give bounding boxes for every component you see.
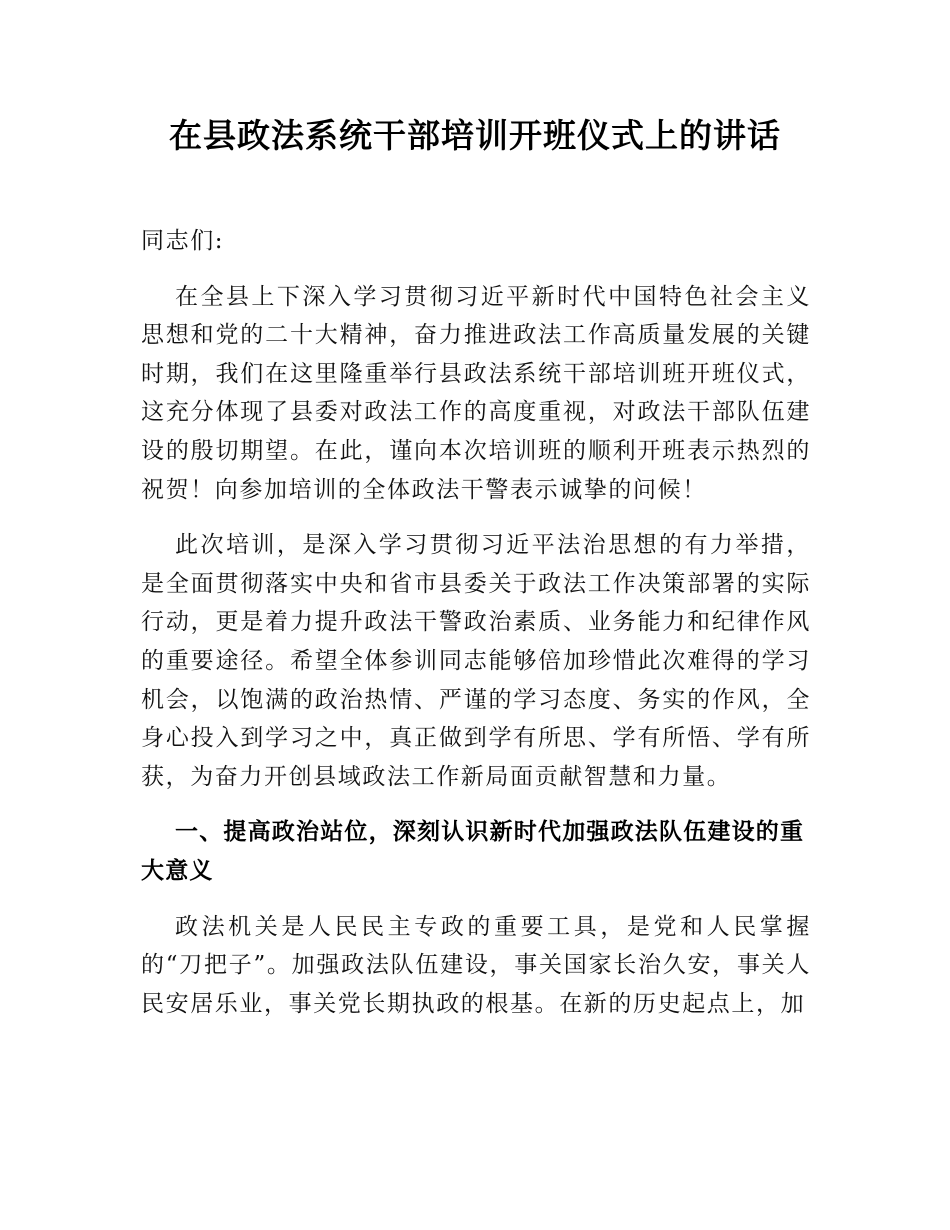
document-title: 在县政法系统干部培训开班仪式上的讲话 xyxy=(169,116,781,155)
paragraph-training-purpose: 此次培训，是深入学习贯彻习近平法治思想的有力举措，是全面贯彻落实中央和省市县委关于政法工作决策部署的实际行动，更是着力提升政法干警政治素质、业务能力和纪律作风的重要途径。希望全体参训同志能够倍加珍惜此次难得的学习机会，以饱满的政治热情、严谨的学习态度、务实的作风，全身心投入到学习之中，真正做到学有所思、学有所悟、学有所获，为奋力开创县域政法工作新局面贡献智慧和力量。 xyxy=(141,532,811,790)
document-body xyxy=(141,222,811,1040)
salutation: 同志们: xyxy=(141,228,225,254)
paragraph-opening: 在全县上下深入学习贯彻习近平新时代中国特色社会主义思想和党的二十大精神，奋力推进政法工作高质量发展的关键时期，我们在这里隆重举行县政法系统干部培训班开班仪式，这充分体现了县委对政法工作的高度重视，对政法干部队伍建设的殷切期望。在此，谨向本次培训班的顺利开班表示热烈的祝贺！向参加培训的全体政法干警表示诚挚的问候！ xyxy=(141,283,811,503)
section-heading-1: 一、提高政治站位，深刻认识新时代加强政法队伍建设的重大意义 xyxy=(141,819,805,884)
paragraph-section-1: 政法机关是人民民主专政的重要工具，是党和人民掌握的“刀把子”。加强政法队伍建设，事关国家长治久安，事关人民安居乐业，事关党长期执政的根基。在新的历史起点上，加 xyxy=(141,913,811,1017)
